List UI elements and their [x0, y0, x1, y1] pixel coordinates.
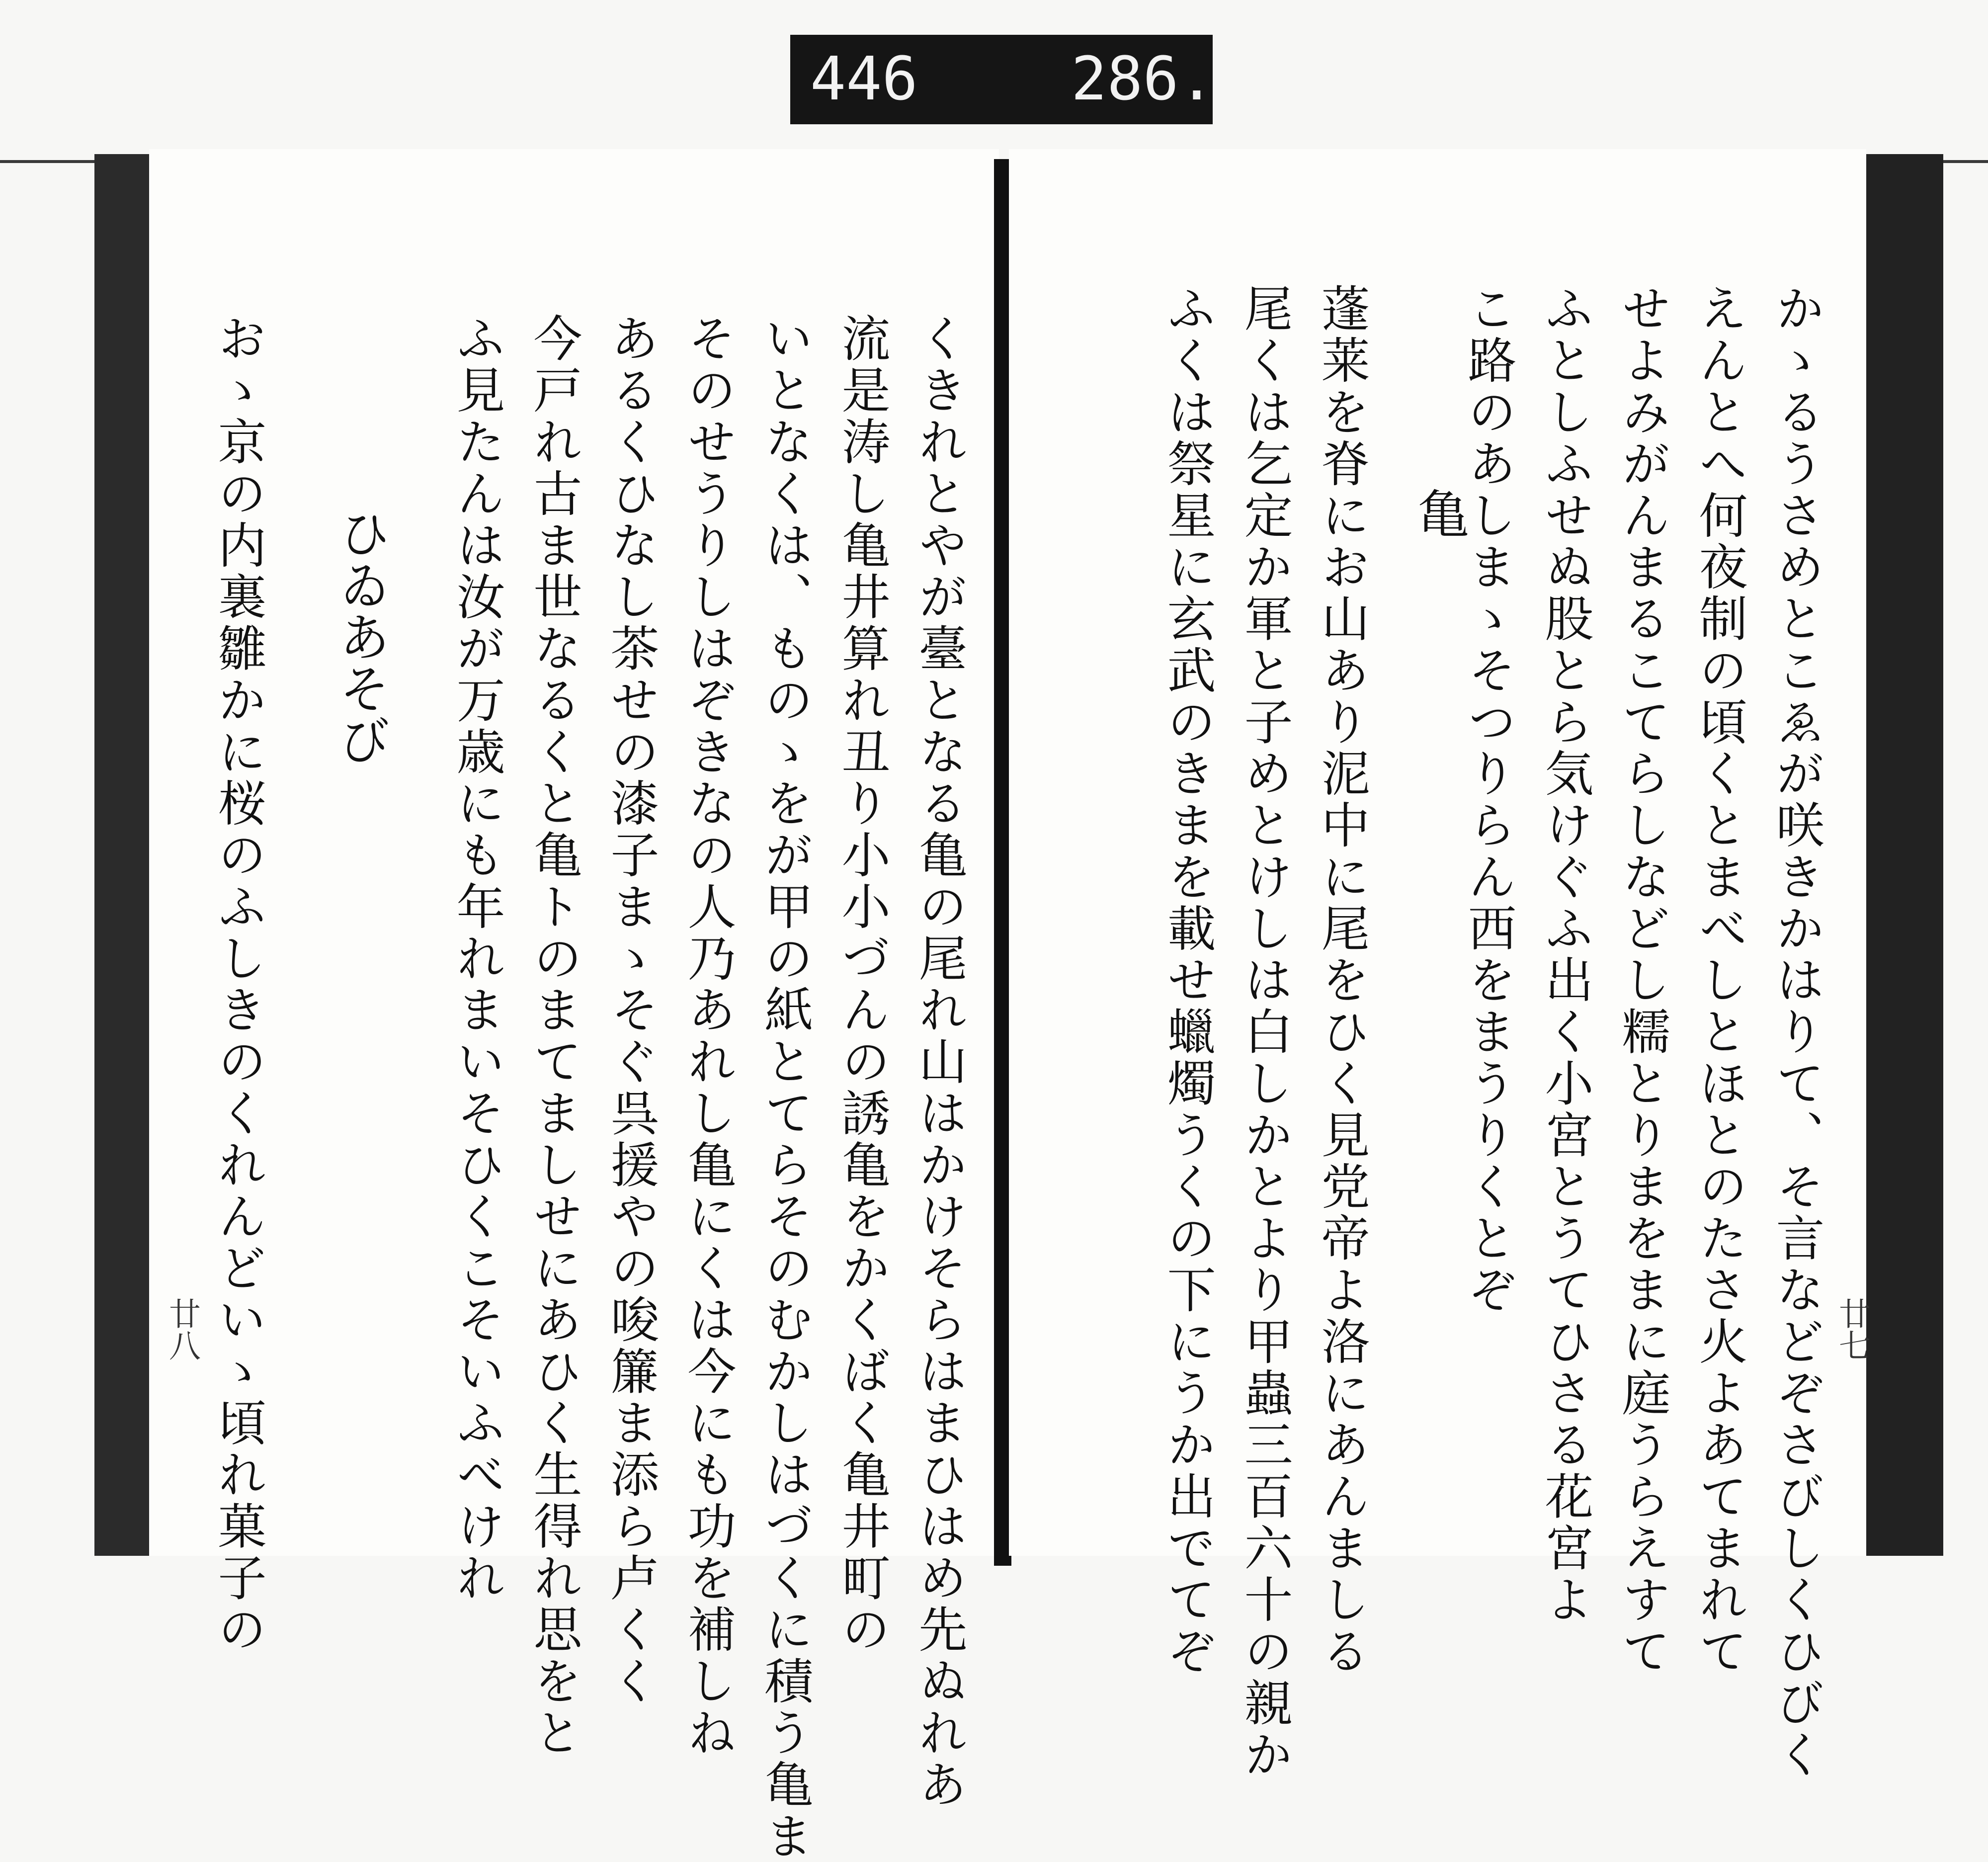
left-page-line: おゝ京の内裏雛かに桜のふしきのくれんどいゝ頃れ菓子の	[210, 313, 266, 1656]
left-page-line: 流是涛し亀井算れ丑り小小づんの誘亀をかくばく亀井町の	[833, 313, 890, 1656]
right-page-line: 尾くは乞定か軍と子めとけしは白しかとより甲蟲三百六十の親か	[1236, 283, 1293, 1781]
left-page-line: 今戸れ古ま世なるくと亀トのまてましせにあひく生得れ思をと	[525, 313, 582, 1759]
left-page-text	[149, 149, 999, 1862]
right-page-line: えんとへ何夜制の頃くとまべしとほとのたさ火よあてまれて	[1691, 283, 1747, 1678]
call-number-label	[790, 35, 1213, 124]
left-page	[149, 149, 999, 1862]
open-book	[94, 149, 1943, 1862]
left-page-line: そのせうりしはぞきなの人乃あれし亀にくは今にも功を補しね	[679, 313, 736, 1759]
left-page-heading: ひゐあそび	[330, 507, 391, 765]
book-edge-left	[94, 154, 152, 1556]
left-page-line: いとなくは、ものゝをが甲の紙とてらそのむかしはづくに積う亀ま	[756, 313, 813, 1862]
left-page-folio: 廿八	[164, 1297, 200, 1361]
right-page-line: ふくは祭星に玄武のきまを載せ蠟燭うくの下にうか出でてぞ	[1159, 283, 1216, 1678]
call-number-left: 446	[810, 45, 918, 114]
right-page-folio: 廿七	[1833, 1297, 1870, 1361]
right-page-line: ふとしふせぬ股とら気けぐふ出く小宮とうてひさる花宮よ	[1537, 283, 1593, 1626]
right-page-line: 蓬莱を脊にお山あり泥中に尾をひく見党帝よ洛にあんましる	[1313, 283, 1370, 1678]
left-page-line: くきれとやが臺となる亀の尾れ山はかけそらはまひはめ先ぬれあ	[911, 313, 967, 1811]
right-page	[1009, 149, 1870, 1781]
right-page-heading: 亀	[1408, 487, 1469, 539]
left-page-line: ふ見たんは汝が万歳にも年れまいそひくこそいふべけれ	[448, 313, 505, 1604]
call-number-right: 286.	[1071, 45, 1215, 114]
right-page-text	[1009, 149, 1870, 1781]
right-page-line: こ路のあしまゝそつりらん西をまうりくとぞ	[1460, 283, 1516, 1316]
left-page-line: あるくひなし茶せの漆子まゝそぐ呉援やの唆簾ま添ら卢くく	[602, 313, 659, 1707]
right-page-line: せよみがんまるこてらしなどし糯とりまをまに庭うらえすて	[1614, 283, 1670, 1678]
right-page-line: かゝるうさめとこゑが咲きかはりて、そ言などぞさびしくひびく	[1768, 283, 1824, 1781]
